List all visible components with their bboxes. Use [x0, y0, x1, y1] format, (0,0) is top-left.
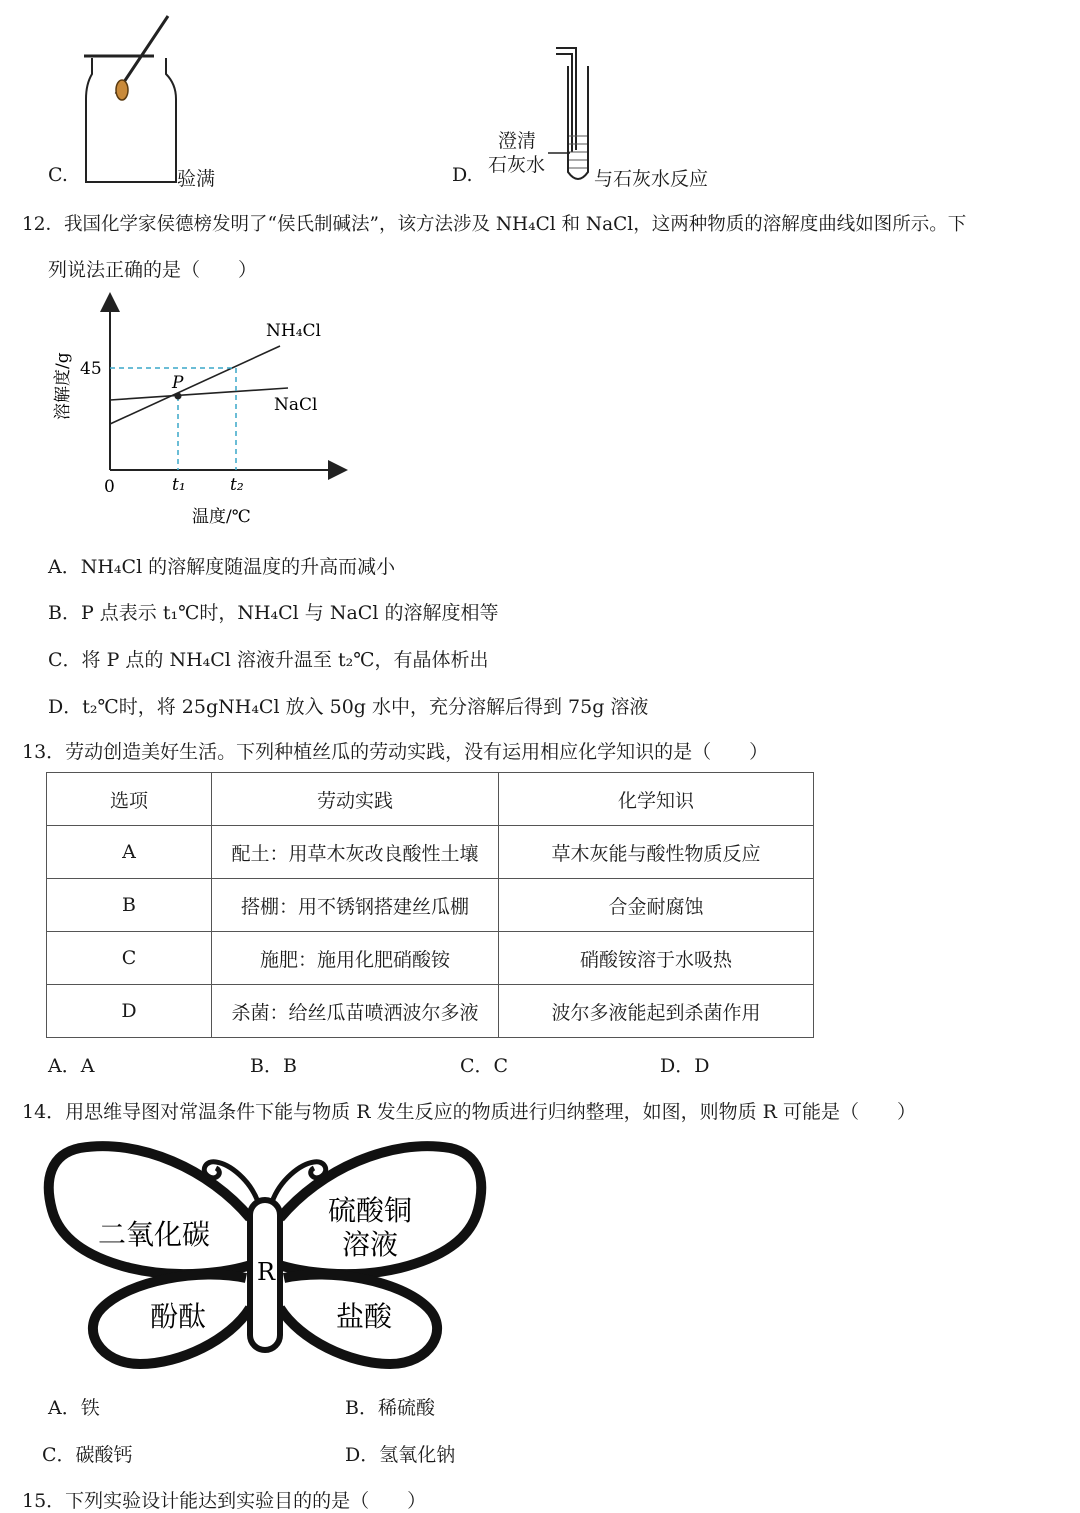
table-row: [47, 879, 814, 932]
table-cell: 杀菌：给丝瓜苗喷洒波尔多液: [212, 985, 499, 1038]
table-cell: B: [47, 879, 212, 932]
q13-stem: 13．劳动创造美好生活。下列种植丝瓜的劳动实践，没有运用相应化学知识的是（ ）: [22, 741, 769, 763]
series-label-nh4cl: NH₄Cl: [266, 321, 321, 341]
q13-table: [46, 772, 814, 1038]
table-row: [47, 826, 814, 879]
q11-option-d-label-1: 澄清: [498, 130, 537, 152]
q14-option-b: B．稀硫酸: [345, 1397, 435, 1419]
wing-label-upper-right-1: 硫酸铜: [328, 1194, 413, 1227]
table-cell: 硝酸铵溶于水吸热: [499, 932, 814, 985]
q12-option-b: B．P 点表示 t₁℃时，NH₄Cl 与 NaCl 的溶解度相等: [48, 602, 499, 624]
origin-label: 0: [104, 477, 115, 497]
q13-option-d: D．D: [660, 1055, 710, 1077]
point-label-p: P: [172, 373, 184, 393]
q15-stem: 15．下列实验设计能达到实验目的的是（ ）: [22, 1490, 427, 1512]
q12-option-d: D．t₂℃时，将 25gNH₄Cl 放入 50g 水中，充分溶解后得到 75g 溶液: [48, 696, 649, 718]
q11-option-d-letter: D.: [452, 164, 473, 186]
q13-option-a: A．A: [48, 1055, 95, 1077]
table-row: [47, 985, 814, 1038]
solubility-chart: [40, 292, 360, 532]
table-cell: D: [47, 985, 212, 1038]
gas-jar-icon: [80, 14, 190, 189]
q14-option-d: D．氢氧化钠: [345, 1444, 456, 1466]
q13-option-b: B．B: [250, 1055, 297, 1077]
q14-option-a: A．铁: [48, 1397, 100, 1419]
wing-label-lower-right: 盐酸: [336, 1300, 393, 1333]
butterfly-mindmap: [40, 1140, 490, 1370]
table-header: 劳动实践: [212, 773, 499, 826]
table-cell: 搭棚：用不锈钢搭建丝瓜棚: [212, 879, 499, 932]
series-line-nh4cl: [110, 346, 280, 424]
q14-stem: 14．用思维导图对常温条件下能与物质 R 发生反应的物质进行归纳整理，如图，则物质 R 可能是（ ）: [22, 1101, 916, 1123]
q11-option-c-caption: 验满: [177, 168, 216, 190]
q11-option-d-label-2: 石灰水: [488, 154, 546, 176]
q12-option-a: A．NH₄Cl 的溶解度随温度的升高而减小: [48, 556, 396, 578]
table-cell: 配土：用草木灰改良酸性土壤: [212, 826, 499, 879]
table-cell: 合金耐腐蚀: [499, 879, 814, 932]
wing-label-lower-left: 酚酞: [150, 1300, 207, 1333]
wing-label-upper-right-2: 溶液: [342, 1228, 399, 1261]
table-header: 化学知识: [499, 773, 814, 826]
q11-option-c-letter: C.: [48, 164, 68, 186]
center-label-r: R: [257, 1258, 276, 1286]
x-axis-title: 温度/℃: [192, 507, 251, 527]
q13-option-c: C．C: [460, 1055, 509, 1077]
table-cell: A: [47, 826, 212, 879]
table-cell: C: [47, 932, 212, 985]
q12-stem-line2: 列说法正确的是（ ）: [48, 259, 258, 281]
series-line-nacl: [110, 388, 288, 400]
series-label-nacl: NaCl: [274, 395, 318, 415]
table-cell: 草木灰能与酸性物质反应: [499, 826, 814, 879]
table-cell: 波尔多液能起到杀菌作用: [499, 985, 814, 1038]
wing-label-upper-left: 二氧化碳: [98, 1218, 211, 1251]
x-tick-label-t2: t₂: [230, 475, 244, 495]
y-tick-label-45: 45: [80, 359, 102, 379]
intersection-point-p: [175, 393, 182, 400]
x-tick-label-t1: t₁: [172, 475, 186, 495]
q11-option-d-caption: 与石灰水反应: [594, 168, 709, 190]
q12-option-c: C．将 P 点的 NH₄Cl 溶液升温至 t₂℃，有晶体析出: [48, 649, 489, 671]
table-row: [47, 932, 814, 985]
table-header: 选项: [47, 773, 212, 826]
table-cell: 施肥：施用化肥硝酸铵: [212, 932, 499, 985]
y-axis-title: 溶解度/g: [53, 352, 73, 420]
q12-stem-line1: 12．我国化学家侯德榜发明了“侯氏制碱法”，该方法涉及 NH₄Cl 和 NaCl，这两种物质的溶解度曲线如图所示。下: [22, 214, 967, 235]
table-header-row: [47, 773, 814, 826]
q14-option-c: C．碳酸钙: [42, 1444, 133, 1466]
